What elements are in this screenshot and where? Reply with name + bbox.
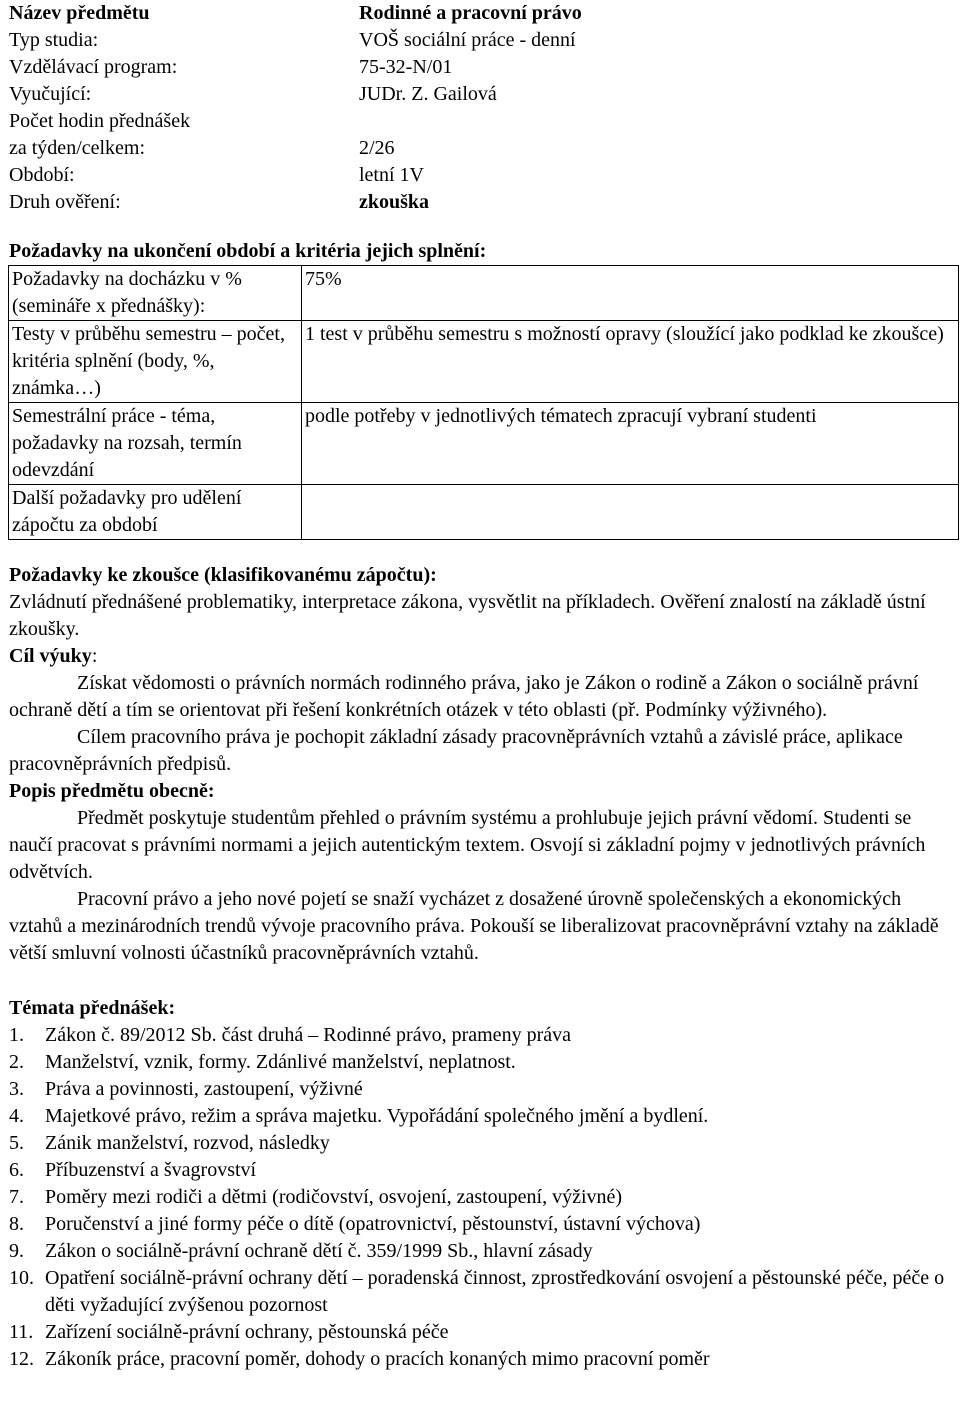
- list-item: [9, 1211, 952, 1238]
- topic-text: Manželství, vznik, formy. Zdánlivé manželství, neplatnost.: [45, 1051, 516, 1073]
- description-paragraph-2: Pracovní právo a jeho nové pojetí se snaží vycházet z dosažené úrovně společenských a ekonomických vztahů a mezinárodních trendů vývoje pracovního práva. Pokouší se liberalizovat pracovněprávní vztahy na základě větší smluvní volnosti účastníků pracovněprávních vztahů.: [9, 888, 939, 964]
- topic-text: Majetkové právo, režim a správa majetku. Vypořádání společného jmění a bydlení.: [45, 1105, 709, 1127]
- info-value: 2/26: [359, 137, 395, 159]
- topic-number: 7.: [9, 1186, 24, 1208]
- list-item: [9, 1022, 952, 1049]
- info-value: 75-32-N/01: [359, 56, 453, 78]
- goal-heading-text: Cíl výuky: [9, 645, 92, 667]
- topic-number: 6.: [9, 1159, 24, 1181]
- topic-text: Zánik manželství, rozvod, následky: [45, 1132, 330, 1154]
- info-row-assessment: [9, 189, 952, 216]
- info-label: Období:: [9, 164, 75, 186]
- topic-text: Zákoník práce, pracovní poměr, dohody o pracích konaných mimo pracovní poměr: [45, 1348, 710, 1370]
- topic-number: 9.: [9, 1240, 24, 1262]
- info-value: letní 1V: [359, 164, 424, 186]
- table-row: [9, 266, 959, 321]
- topic-number: 1.: [9, 1024, 24, 1046]
- table-row: [9, 321, 959, 403]
- requirement-value: [302, 485, 959, 540]
- info-value: VOŠ sociální práce - denní: [359, 29, 576, 51]
- topic-text: Příbuzenství a švagrovství: [45, 1159, 257, 1181]
- topic-text: Zařízení sociálně-právní ochrany, pěstounská péče: [45, 1321, 449, 1343]
- requirement-value: 1 test v průběhu semestru s možností opravy (sloužící jako podklad ke zkoušce): [302, 321, 959, 403]
- topic-text: Opatření sociálně-právní ochrany dětí – poradenská činnost, zprostředkování osvojení a pěstounské péče, péče o děti vyžadující zvýšenou pozornost: [45, 1267, 945, 1316]
- list-item: [9, 1184, 952, 1211]
- list-item: [9, 1346, 952, 1373]
- info-value: zkouška: [359, 191, 430, 213]
- topic-number: 12.: [9, 1348, 34, 1370]
- info-row-program: [9, 54, 952, 81]
- info-label: Vyučující:: [9, 83, 92, 105]
- list-item: [9, 1049, 952, 1076]
- topics-heading: Témata přednášek:: [9, 997, 176, 1019]
- list-item: [9, 1238, 952, 1265]
- table-row: [9, 403, 959, 485]
- requirement-label: Další požadavky pro udělení zápočtu za období: [9, 485, 302, 540]
- info-row-course-name: [9, 0, 952, 27]
- info-label: Název předmětu: [9, 2, 150, 24]
- requirements-heading: Požadavky na ukončení období a kritéria jejich splnění:: [9, 240, 487, 262]
- info-value: Rodinné a pracovní právo: [359, 2, 582, 24]
- info-row-hours: [9, 108, 952, 162]
- exam-text: Zvládnutí přednášené problematiky, interpretace zákona, vysvětlit na příkladech. Ověření znalostí na základě ústní zkoušky.: [9, 591, 926, 640]
- topic-number: 2.: [9, 1051, 24, 1073]
- info-row-teacher: [9, 81, 952, 108]
- requirement-value: 75%: [302, 266, 959, 321]
- topic-text: Práva a povinnosti, zastoupení, výživné: [45, 1078, 363, 1100]
- info-row-study-type: [9, 27, 952, 54]
- list-item: [9, 1103, 952, 1130]
- goal-heading: [9, 643, 952, 670]
- info-row-period: [9, 162, 952, 189]
- list-item: [9, 1130, 952, 1157]
- requirement-value: podle potřeby v jednotlivých tématech zpracují vybraní studenti: [302, 403, 959, 485]
- topic-number: 11.: [9, 1321, 34, 1343]
- goal-paragraph-1: Získat vědomosti o právních normách rodinného práva, jako je Zákon o rodině a Zákon o sociálně právní ochraně dětí a tím se orientovat při řešení konkrétních otázek v této oblasti (př. Podmínky výživného).: [9, 672, 919, 721]
- exam-heading: Požadavky ke zkoušce (klasifikovanému zápočtu):: [9, 564, 437, 586]
- info-label: Druh ověření:: [9, 191, 121, 213]
- course-info: [9, 0, 952, 216]
- requirements-table: [8, 265, 959, 540]
- topic-number: 8.: [9, 1213, 24, 1235]
- goal-paragraph-2: Cílem pracovního práva je pochopit základní zásady pracovněprávních vztahů a závislé práce, aplikace pracovněprávních předpisů.: [9, 726, 903, 775]
- list-item: [9, 1265, 952, 1319]
- topics-list: [9, 1022, 952, 1373]
- list-item: [9, 1076, 952, 1103]
- topic-number: 10.: [9, 1267, 34, 1289]
- topic-number: 3.: [9, 1078, 24, 1100]
- info-label: Typ studia:: [9, 29, 99, 51]
- topic-number: 5.: [9, 1132, 24, 1154]
- table-row: [9, 485, 959, 540]
- description-paragraph-1: Předmět poskytuje studentům přehled o právním systému a prohlubuje jejich právní vědomí. Studenti se naučí pracovat s právními normami a jejich autentickým textem. Osvojí si základní pojmy v jednotlivých právních odvětvích.: [9, 807, 926, 883]
- info-label: Vzdělávací program:: [9, 56, 178, 78]
- topic-number: 4.: [9, 1105, 24, 1127]
- topic-text: Zákon č. 89/2012 Sb. část druhá – Rodinné právo, prameny práva: [45, 1024, 571, 1046]
- goal-heading-colon: :: [91, 645, 98, 667]
- topic-text: Poměry mezi rodiči a dětmi (rodičovství, osvojení, zastoupení, výživné): [45, 1186, 623, 1208]
- list-item: [9, 1319, 952, 1346]
- requirement-label: Testy v průběhu semestru – počet, kritéria splnění (body, %, známka…): [9, 321, 302, 403]
- requirement-label: Požadavky na docházku v % (semináře x přednášky):: [9, 266, 302, 321]
- list-item: [9, 1157, 952, 1184]
- topic-text: Zákon o sociálně-právní ochraně dětí č. 359/1999 Sb., hlavní zásady: [45, 1240, 593, 1262]
- info-value: JUDr. Z. Gailová: [359, 83, 497, 105]
- info-label: Počet hodin přednášek za týden/celkem:: [9, 110, 191, 159]
- topic-text: Poručenství a jiné formy péče o dítě (opatrovnictví, pěstounství, ústavní výchova): [45, 1213, 701, 1235]
- requirement-label: Semestrální práce - téma, požadavky na rozsah, termín odevzdání: [9, 403, 302, 485]
- description-heading: Popis předmětu obecně:: [9, 780, 215, 802]
